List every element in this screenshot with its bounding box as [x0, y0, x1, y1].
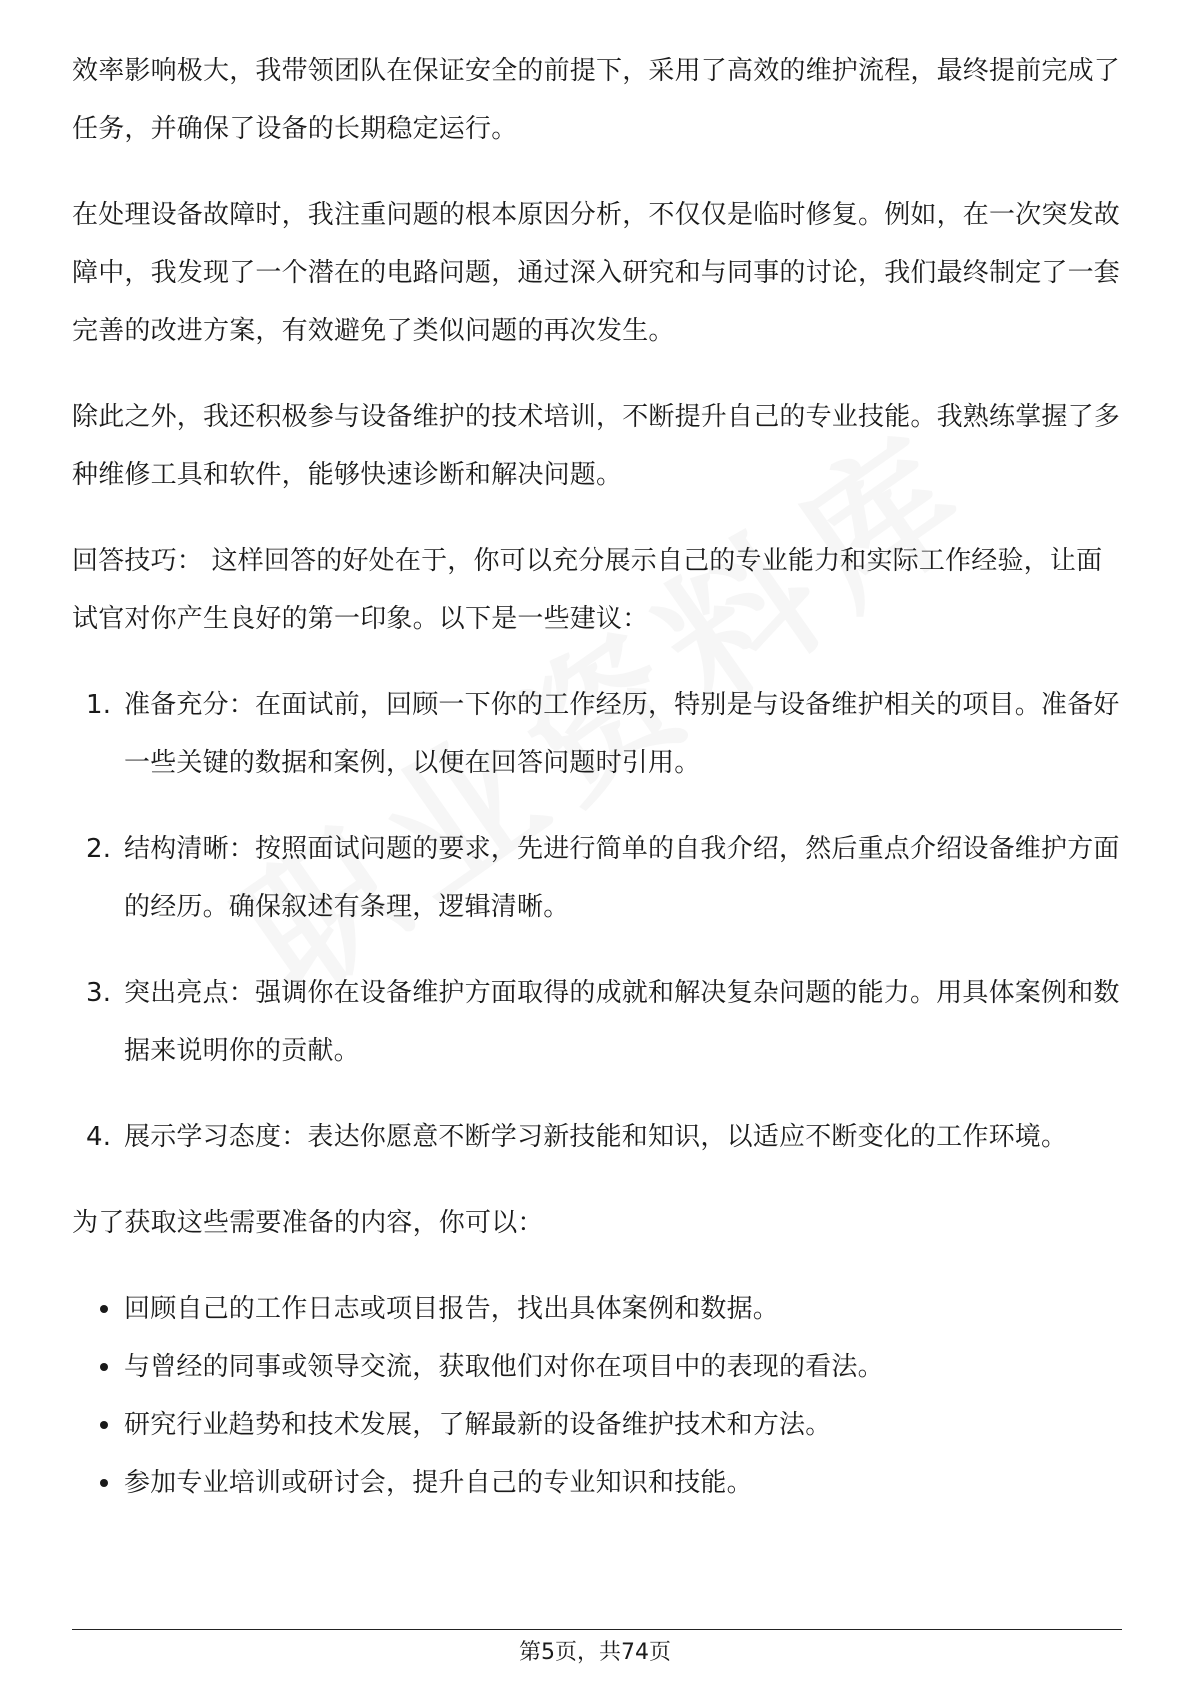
prep-intro: 为了获取这些需要准备的内容，你可以：	[72, 1208, 544, 1238]
paragraph: 除此之外，我还积极参与设备维护的技术培训，不断提升自己的专业技能。我熟练掌握了多种维修工具和软件，能够快速诊断和解决问题。	[72, 402, 1121, 490]
page-number: 第5页，共74页	[519, 1640, 671, 1665]
list-number: 4.	[86, 1122, 112, 1152]
paragraph: 效率影响极大，我带领团队在保证安全的前提下，采用了高效的维护流程，最终提前完成了任务，并确保了设备的长期稳定运行。	[72, 56, 1121, 144]
list-number: 1.	[86, 690, 112, 720]
paragraph: 在处理设备故障时，我注重问题的根本原因分析，不仅仅是临时修复。例如，在一次突发故障中，我发现了一个潜在的电路问题，通过深入研究和与同事的讨论，我们最终制定了一套完善的改进方案，有效避免了类似问题的再次发生。	[72, 200, 1121, 346]
bullet-icon	[100, 1421, 108, 1429]
list-item-text: 展示学习态度：表达你愿意不断学习新技能和知识，以适应不断变化的工作环境。	[124, 1122, 1068, 1152]
list-item-text: 结构清晰：按照面试问题的要求，先进行简单的自我介绍，然后重点介绍设备维护方面的经历。确保叙述有条理，逻辑清晰。	[124, 834, 1120, 922]
footer-divider	[72, 1629, 1122, 1630]
prep-list	[72, 1280, 1122, 1512]
bullet-icon	[100, 1363, 108, 1371]
list-number: 3.	[86, 978, 112, 1008]
list-item	[72, 1280, 1122, 1338]
list-item	[72, 1108, 1122, 1166]
list-item	[72, 964, 1122, 1080]
list-item-text: 突出亮点：强调你在设备维护方面取得的成就和解决复杂问题的能力。用具体案例和数据来说明你的贡献。	[124, 978, 1120, 1066]
list-item-text: 研究行业趋势和技术发展，了解最新的设备维护技术和方法。	[124, 1410, 832, 1440]
list-item	[72, 820, 1122, 936]
bullet-icon	[100, 1305, 108, 1313]
answer-tips-intro: 回答技巧： 这样回答的好处在于，你可以充分展示自己的专业能力和实际工作经验，让面试官对你产生良好的第一印象。以下是一些建议：	[72, 546, 1103, 634]
page-content	[72, 42, 1122, 1512]
tips-list	[72, 676, 1122, 1166]
list-number: 2.	[86, 834, 112, 864]
list-item	[72, 1338, 1122, 1396]
list-item-text: 与曾经的同事或领导交流，获取他们对你在项目中的表现的看法。	[124, 1352, 884, 1382]
list-item	[72, 676, 1122, 792]
list-item-text: 参加专业培训或研讨会，提升自己的专业知识和技能。	[124, 1468, 753, 1498]
list-item-text: 准备充分：在面试前，回顾一下你的工作经历，特别是与设备维护相关的项目。准备好一些关键的数据和案例，以便在回答问题时引用。	[124, 690, 1120, 778]
bullet-icon	[100, 1479, 108, 1487]
list-item	[72, 1454, 1122, 1512]
list-item	[72, 1396, 1122, 1454]
list-item-text: 回顾自己的工作日志或项目报告，找出具体案例和数据。	[124, 1294, 780, 1324]
